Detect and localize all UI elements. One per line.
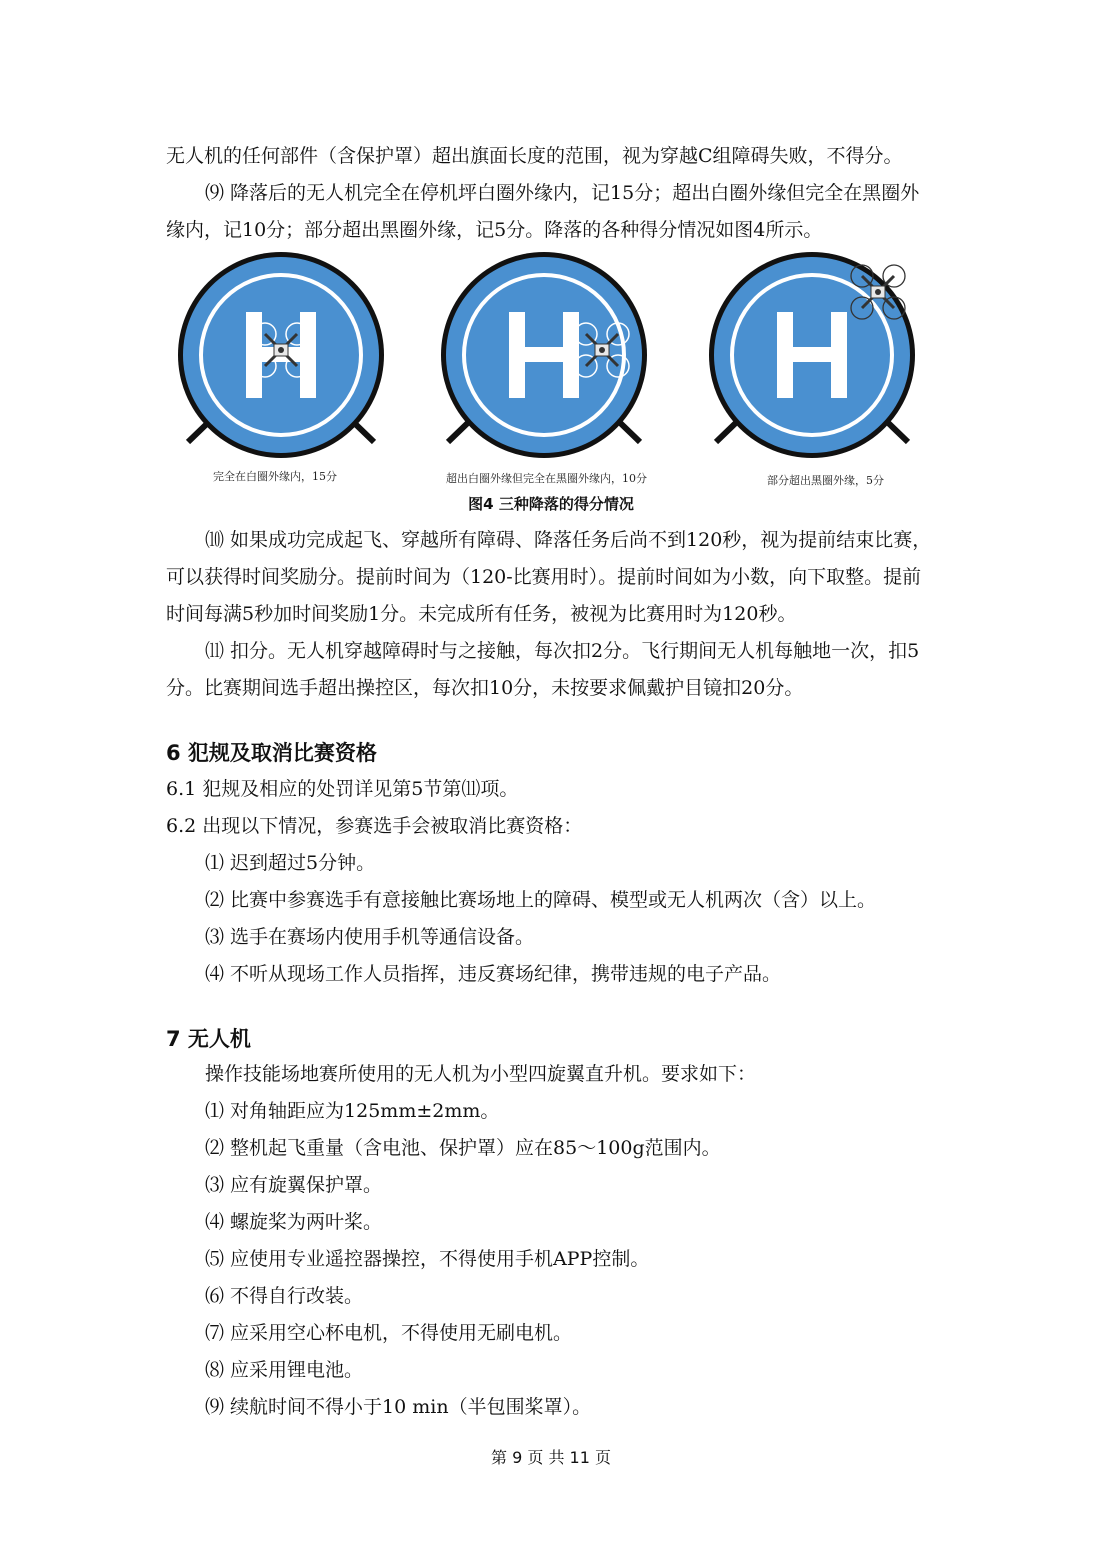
list-item: ⑷ 不听从现场工作人员指挥，违反赛场纪律，携带违规的电子产品。 bbox=[205, 963, 782, 985]
landing-pads-illustration bbox=[166, 250, 936, 460]
landing-pad-3 bbox=[709, 252, 915, 458]
list-item: ⑵ 比赛中参赛选手有意接触比赛场地上的障碍、模型或无人机两次（含）以上。 bbox=[205, 889, 877, 911]
paragraph-landing-score: ⑼ 降落后的无人机完全在停机坪白圈外缘内，记15分；超出白圈外缘但完全在黑圈外缘内，记10分；部分超出黑圈外缘，记5分。降落的各种得分情况如图4所示。 bbox=[166, 182, 920, 241]
list-item: ⑼ 续航时间不得小于10 min（半包围桨罩）。 bbox=[205, 1396, 592, 1418]
figure-caption-3: 部分超出黑圈外缘，5分 bbox=[767, 474, 884, 487]
landing-pad-1 bbox=[178, 252, 384, 458]
figure-title: 图4 三种降落的得分情况 bbox=[468, 495, 634, 513]
section-6-1: 6.1 犯规及相应的处罚详见第5节第⑾项。 bbox=[166, 778, 519, 800]
landing-figure bbox=[166, 250, 936, 460]
landing-pad-2 bbox=[441, 252, 647, 458]
list-item: ⑵ 整机起飞重量（含电池、保护罩）应在85～100g范围内。 bbox=[205, 1137, 721, 1159]
list-item: ⑶ 选手在赛场内使用手机等通信设备。 bbox=[205, 926, 535, 948]
list-item: ⑷ 螺旋桨为两叶桨。 bbox=[205, 1211, 383, 1233]
list-item: ⑴ 对角轴距应为125mm±2mm。 bbox=[205, 1100, 500, 1122]
list-item: ⑸ 应使用专业遥控器操控，不得使用手机APP控制。 bbox=[205, 1248, 650, 1270]
list-item: ⑶ 应有旋翼保护罩。 bbox=[205, 1174, 383, 1196]
page-footer: 第 9 页 共 11 页 bbox=[491, 1448, 611, 1467]
section-7-intro: 操作技能场地赛所使用的无人机为小型四旋翼直升机。要求如下： bbox=[205, 1063, 757, 1085]
list-item: ⑴ 迟到超过5分钟。 bbox=[205, 852, 376, 874]
section-6-heading: 6 犯规及取消比赛资格 bbox=[166, 741, 377, 765]
section-6-2: 6.2 出现以下情况，参赛选手会被取消比赛资格： bbox=[166, 815, 583, 837]
list-item: ⑹ 不得自行改装。 bbox=[205, 1285, 364, 1307]
figure-caption-2: 超出白圈外缘但完全在黑圈外缘内，10分 bbox=[446, 472, 647, 485]
paragraph-deductions: ⑾ 扣分。无人机穿越障碍时与之接触，每次扣2分。飞行期间无人机每触地一次，扣5分。比赛期间选手超出操控区，每次扣10分，未按要求佩戴护目镜扣20分。 bbox=[166, 640, 920, 699]
list-item: ⑺ 应采用空心杯电机，不得使用无刷电机。 bbox=[205, 1322, 573, 1344]
list-item: ⑻ 应采用锂电池。 bbox=[205, 1359, 364, 1381]
paragraph-continued: 无人机的任何部件（含保护罩）超出旗面长度的范围，视为穿越C组障碍失败，不得分。 bbox=[166, 145, 903, 167]
paragraph-time-bonus: ⑽ 如果成功完成起飞、穿越所有障碍、降落任务后尚不到120秒，视为提前结束比赛，可以获得时间奖励分。提前时间为（120-比赛用时）。提前时间如为小数，向下取整。提前时间每满5秒加时间奖励1分。未完成所有任务，被视为比赛用时为120秒。 bbox=[166, 529, 932, 625]
section-7-heading: 7 无人机 bbox=[166, 1027, 251, 1051]
figure-caption-1: 完全在白圈外缘内，15分 bbox=[213, 470, 337, 483]
